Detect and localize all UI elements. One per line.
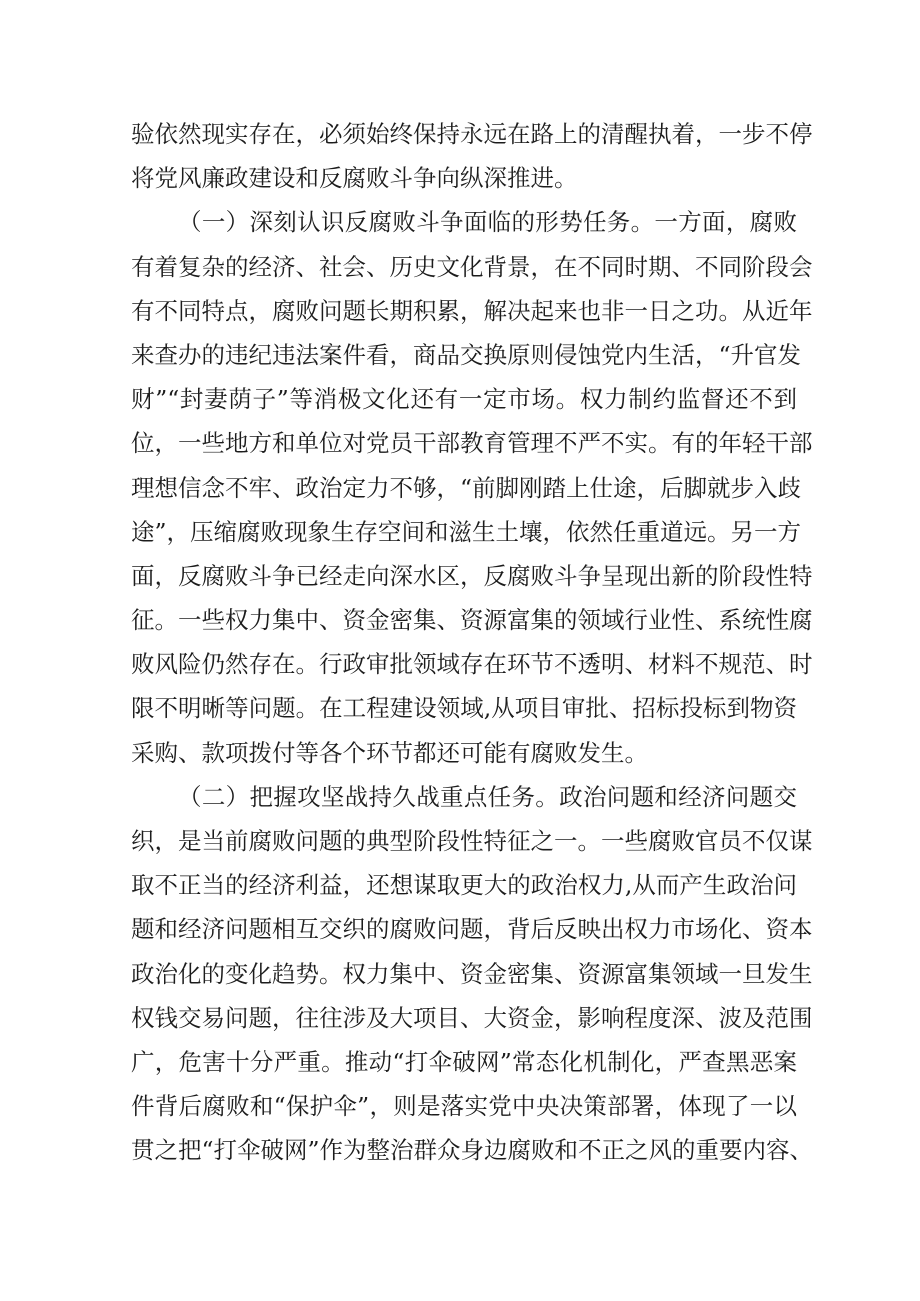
text-line: 途”，压缩腐败现象生存空间和滋生土壤，依然任重道远。另一方 — [131, 517, 802, 546]
text-line: 件背后腐败和“保护伞”，则是落实党中央决策部署，体现了一以 — [131, 1092, 797, 1121]
body-text — [131, 112, 814, 1173]
text-line: 取不正当的经济利益，还想谋取更大的政治权力,从而产生政治问 — [131, 871, 797, 900]
text-line: 广，危害十分严重。推动“打伞破网”常态化机制化，严查黑恶案 — [131, 1047, 797, 1076]
text-line: 题和经济问题相互交织的腐败问题，背后反映出权力市场化、资本 — [131, 915, 813, 944]
text-line: （一）深刻认识反腐败斗争面临的形势任务。一方面，腐败 — [178, 208, 797, 237]
text-line: 将党风廉政建设和反腐败斗争向纵深推进。 — [131, 164, 578, 193]
text-line: 位，一些地方和单位对党员干部教育管理不严不实。有的年轻干部 — [131, 429, 813, 458]
text-line: 政治化的变化趋势。权力集中、资金密集、资源富集领域一旦发生 — [131, 959, 813, 988]
paragraph-p0 — [131, 112, 813, 200]
text-line: （二）把握攻坚战持久战重点任务。政治问题和经济问题交 — [178, 782, 797, 811]
text-line: 限不明晰等问题。在工程建设领域,从项目审批、招标投标到物资 — [131, 694, 797, 723]
paragraph-p1 — [131, 200, 813, 774]
text-line: 有不同特点，腐败问题长期积累，解决起来也非一日之功。从近年 — [131, 296, 813, 325]
text-line: 织，是当前腐败问题的典型阶段性特征之一。一些腐败官员不仅谋 — [131, 827, 813, 855]
text-line: 采购、款项拨付等各个环节都还可能有腐败发生。 — [131, 738, 648, 767]
text-line: 贯之把“打伞破网”作为整治群众身边腐败和不正之风的重要内容、 — [131, 1136, 814, 1165]
text-line: 面，反腐败斗争已经走向深水区，反腐败斗争呈现出新的阶段性特 — [131, 561, 813, 590]
text-line: 财”“封妻荫子”等消极文化还有一定市场。权力制约监督还不到 — [131, 385, 797, 414]
paragraph-p2 — [131, 775, 814, 1173]
text-line: 征。一些权力集中、资金密集、资源富集的领域行业性、系统性腐 — [131, 606, 813, 635]
text-line: 来查办的违纪违法案件看，商品交换原则侵蚀党内生活，“升官发 — [131, 340, 802, 369]
text-line: 败风险仍然存在。行政审批领域存在环节不透明、材料不规范、时 — [131, 650, 813, 679]
text-line: 验依然现实存在，必须始终保持永远在路上的清醒执着，一步不停 — [131, 120, 813, 148]
text-line: 理想信念不牢、政治定力不够，“前脚刚踏上仕途，后脚就步入歧 — [131, 473, 802, 502]
text-line: 权钱交易问题，往往涉及大项目、大资金，影响程度深、波及范围 — [131, 1003, 813, 1032]
text-line: 有着复杂的经济、社会、历史文化背景，在不同时期、不同阶段会 — [131, 252, 813, 281]
